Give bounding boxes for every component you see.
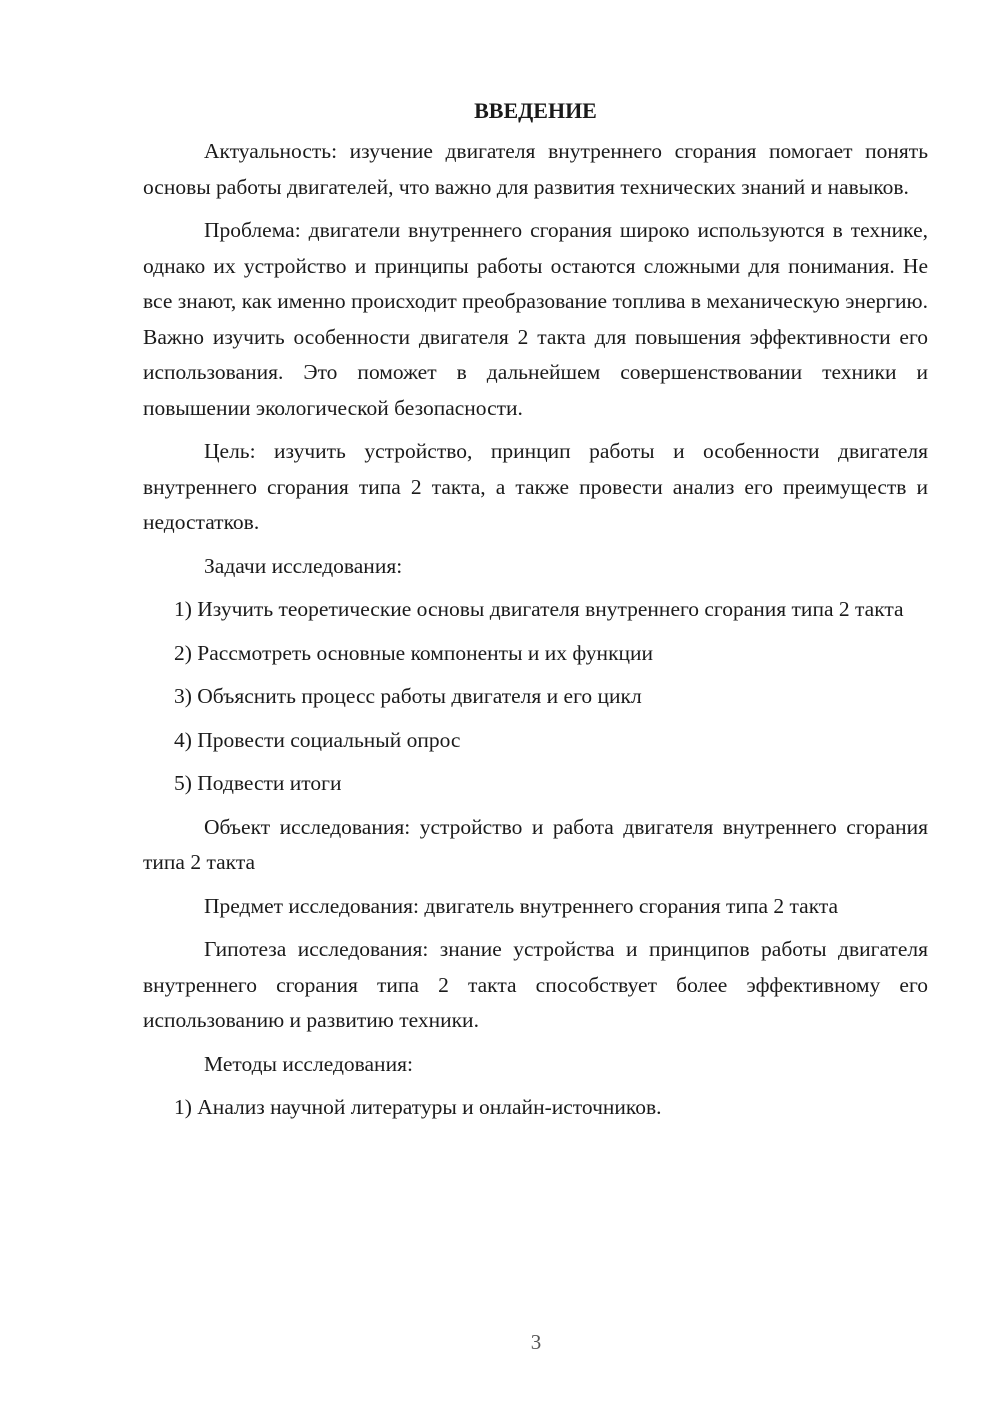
task-item: 3) Объяснить процесс работы двигателя и его цикл — [174, 684, 642, 708]
goal-paragraph: Цель: изучить устройство, принцип работы и особенности двигателя внутреннего сгорания типа 2 такта, а также провести анализ его преимуществ и недостатков. — [143, 439, 928, 534]
problem-paragraph: Проблема: двигатели внутреннего сгорания широко используются в технике, однако их устройство и принципы работы остаются сложными для понимания. Не все знают, как именно происходит преобразование топлива в механическую энергию. Важно изучить особенности двигателя 2 такта для повышения эффективности его использования. Это поможет в дальнейшем совершенствовании техники и повышении экологической безопасности. — [143, 218, 928, 420]
task-item: 1) Изучить теоретические основы двигателя внутреннего сгорания типа 2 такта — [174, 597, 904, 621]
methods-title: Методы исследования: — [204, 1051, 413, 1076]
page-number: 3 — [530, 1330, 542, 1354]
task-item: 5) Подвести итоги — [174, 771, 342, 795]
task-item: 2) Рассмотреть основные компоненты и их функции — [174, 640, 654, 665]
relevance-paragraph: Актуальность: изучение двигателя внутреннего сгорания помогает понять основы работы двигателей, что важно для развития технических знаний и навыков. — [143, 139, 928, 199]
task-item: 4) Провести социальный опрос — [174, 727, 461, 752]
subject-paragraph: Предмет исследования: двигатель внутреннего сгорания типа 2 такта — [204, 893, 839, 918]
method-item: 1) Анализ научной литературы и онлайн-источников. — [174, 1095, 662, 1119]
object-paragraph: Объект исследования: устройство и работа двигателя внутреннего сгорания типа 2 такта — [143, 814, 928, 874]
document-body — [143, 96, 928, 1134]
hypothesis-paragraph: Гипотеза исследования: знание устройства и принципов работы двигателя внутреннего сгорания типа 2 такта способствует более эффективному его использованию и развитию техники. — [143, 937, 928, 1032]
section-heading: ВВЕДЕНИЕ — [474, 98, 597, 123]
tasks-title: Задачи исследования: — [204, 553, 403, 578]
